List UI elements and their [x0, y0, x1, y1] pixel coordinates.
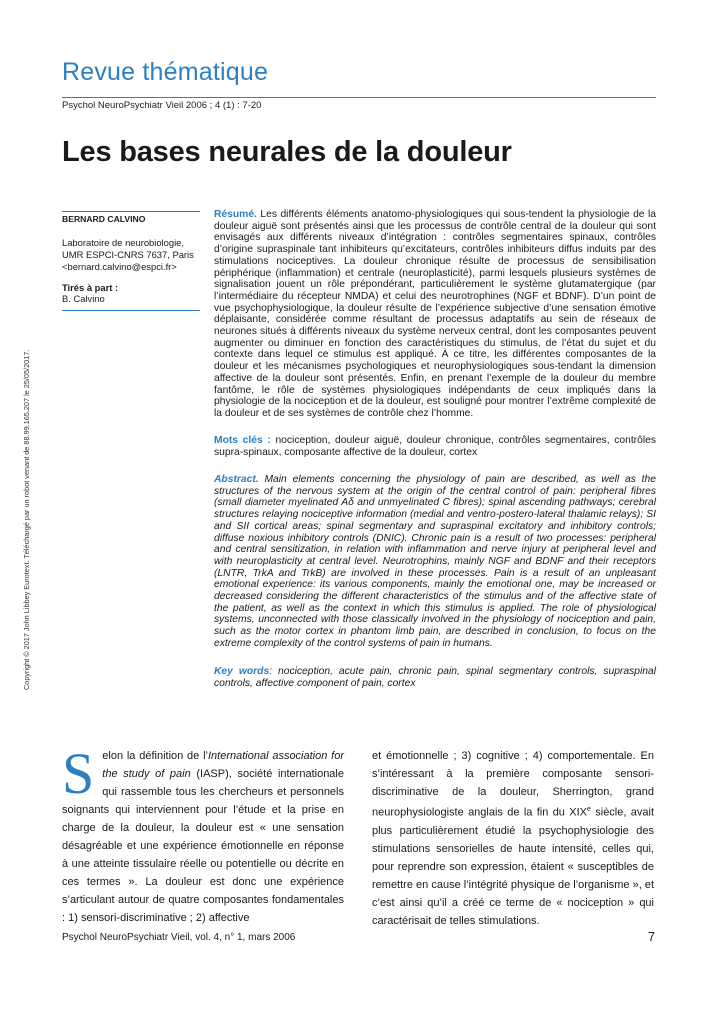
keywords-label: Key words	[214, 666, 270, 677]
author-name: BERNARD CALVINO	[62, 214, 146, 224]
body-text: elon la définition de l’	[102, 750, 208, 762]
resume-text: Les différents éléments anatomo-physiologiques qui sous-tendent la physiologie de la douleur aiguë sont présentés ainsi que les processus de contrôle central de la douleur qui sont envisagés aux différents niveaux d’intégration : contrôles segmentaires spinaux, contrôles d’origine supraspinale tant inhibiteurs qu’excitateurs, contrôles inhibiteurs diffus induits par des stimulations nociceptives. La douleur chronique résulte de processus de sensibilisation périphérique (inflammation) et centrale (neuroplasticité), parmi lesquels plusieurs systèmes de signalisation jouent un rôle prépondérant, particulièrement le système glutamatergique (par l’intermédiaire du récepteur NMDA) et celui des neurotrophines (NGF et BDNF). D’un point de vue psychophysiologique, la douleur résulte de l’expérience subjective d’une sensation émotive déplaisante, considérée comme résultant de processus adaptatifs au sein de réseaux de neurones situés à différents niveaux du système nerveux central, dont les composantes peuvent augmenter ou diminuer en fonction des caractéristiques du stimulus, de l’état du sujet et du contexte dans lequel ce stimulus est appliqué. À ce titre, les différentes composantes de la douleur et les mécanismes psychologiques et neurophysiologiques sous-tendant la dimension affective de la douleur sont présentés. Enfin, en prenant l’exemple de la douleur du membre fantôme, le rôle de systèmes physiologiques indépendants de ceux impliqués dans la physiologie de la nociception et de la douleur, est souligné pour montrer l’extrême complexité de la douleur et de ses systèmes de contrôle chez l’homme.	[214, 209, 656, 419]
superscript: e	[587, 806, 591, 813]
reprints-label: Tirés à part :	[62, 282, 119, 293]
body-text: siècle, avait plus particulièrement étudié la psychophysiologie des stimulations sensorielles de haute intensité, celles qui, pour reprendre son expression, étaient « susceptibles de remettre en cause l’intégrité physique de l’organisme », et c’est ainsi qu’il a créé ce terme de « nociception » qui caractérisait de telles stimulations.	[372, 806, 654, 927]
keywords-text: : nociception, acute pain, chronic pain, spinal segmentary controls, supraspinal controls, affective component of pain, cortex	[214, 666, 656, 689]
abstract-block	[214, 474, 656, 650]
body-column-2	[372, 747, 654, 930]
mots-cles-block	[214, 435, 656, 458]
affiliation-line: UMR ESPCI-CNRS 7637, Paris	[62, 249, 194, 260]
mots-cles-label: Mots clés :	[214, 435, 271, 446]
author-email[interactable]: <bernard.calvino@espci.fr>	[62, 261, 177, 272]
resume-block	[214, 209, 656, 420]
resume-label: Résumé.	[214, 209, 257, 220]
header-rule	[62, 97, 656, 98]
abstract-label: Abstract.	[214, 474, 259, 485]
reprints-name: B. Calvino	[62, 293, 105, 304]
author-top-rule	[62, 211, 200, 212]
body-text: et émotionnelle ; 3) cognitive ; 4) comportementale. En s’intéressant à la première composante sensori-discriminative de la douleur, Sherrington, grand neurophysiologiste anglais de la fin du XIX	[372, 750, 654, 819]
article-title: Les bases neurales de la douleur	[62, 136, 512, 168]
body-column-1	[62, 741, 344, 927]
page-number: 7	[648, 930, 655, 944]
drop-cap: S	[62, 741, 95, 806]
body-italic: International association for the study of pain	[102, 750, 344, 780]
affiliation-line: Laboratoire de neurobiologie,	[62, 237, 184, 248]
citation: Psychol NeuroPsychiatr Vieil 2006 ; 4 (1) : 7-20	[62, 100, 262, 111]
mots-cles-text: nociception, douleur aiguë, douleur chronique, contrôles segmentaires, contrôles supra-spinaux, composante affective de la douleur, cortex	[214, 435, 656, 458]
copyright-notice: Copyright © 2017 John Libbey Eurotext. Téléchargé par un robot venant de 88.99.165.207 le 25/05/2017.	[22, 349, 31, 690]
footer-journal: Psychol NeuroPsychiatr Vieil, vol. 4, n° 1, mars 2006	[62, 932, 296, 943]
keywords-block	[214, 666, 656, 689]
body-text: (IASP), société internationale qui rassemble tous les chercheurs et personnels soignants qui interviennent pour l’étude et la prise en charge de la douleur, la douleur est « une sensation désagréable et une expérience émotionnelle en réponse à une atteinte tissulaire réelle ou potentielle ou décrite en ces termes ». La douleur est donc une expérience s’articulant autour de quatre composantes fondamentales : 1) sensori-discriminative ; 2) affective	[62, 768, 344, 924]
section-label: Revue thématique	[62, 58, 269, 86]
author-affiliation	[62, 237, 206, 273]
abstract-text: Main elements concerning the physiology of pain are described, as well as the structures of the nervous system at the origin of the central control of pain: peripheral fibres (small diameter myelinated Aδ and unmyelinated C fibres); spinal ascending pathways; cerebral structures relaying nociceptive information (medial and ventro-postero-lateral thalamic relays); SI and SII cortical areas; spinal segmentary and supraspinal excitatory and inhibitory controls; diffuse noxious inhibitory controls (DNIC). Chronic pain is a result of two processes: peripheral and central sensitization, in relation with inflammation and nerve injury at peripheral level and with neuroplasticity at central level. Neurotrophins, mainly NGF and BDNF and their receptors (LNTR, TrkA and TrkB) are involved in these processes. Pain is a result of an unpleasant emotional experience: its various components, mainly the emotional one, may be increased or decreased considering the different characteristics of the stimulus and of the affective state of the patient, as well as the context in which this stimulus is applied. The role of physiological systems, unconnected with those classically involved in the physiology of nociception and pain, such as the motor cortex in phantom limb pain, are described in conclusion, to focus on the extreme complexity of the control systems of pain in humans.	[214, 474, 656, 649]
author-bottom-rule	[62, 310, 200, 311]
